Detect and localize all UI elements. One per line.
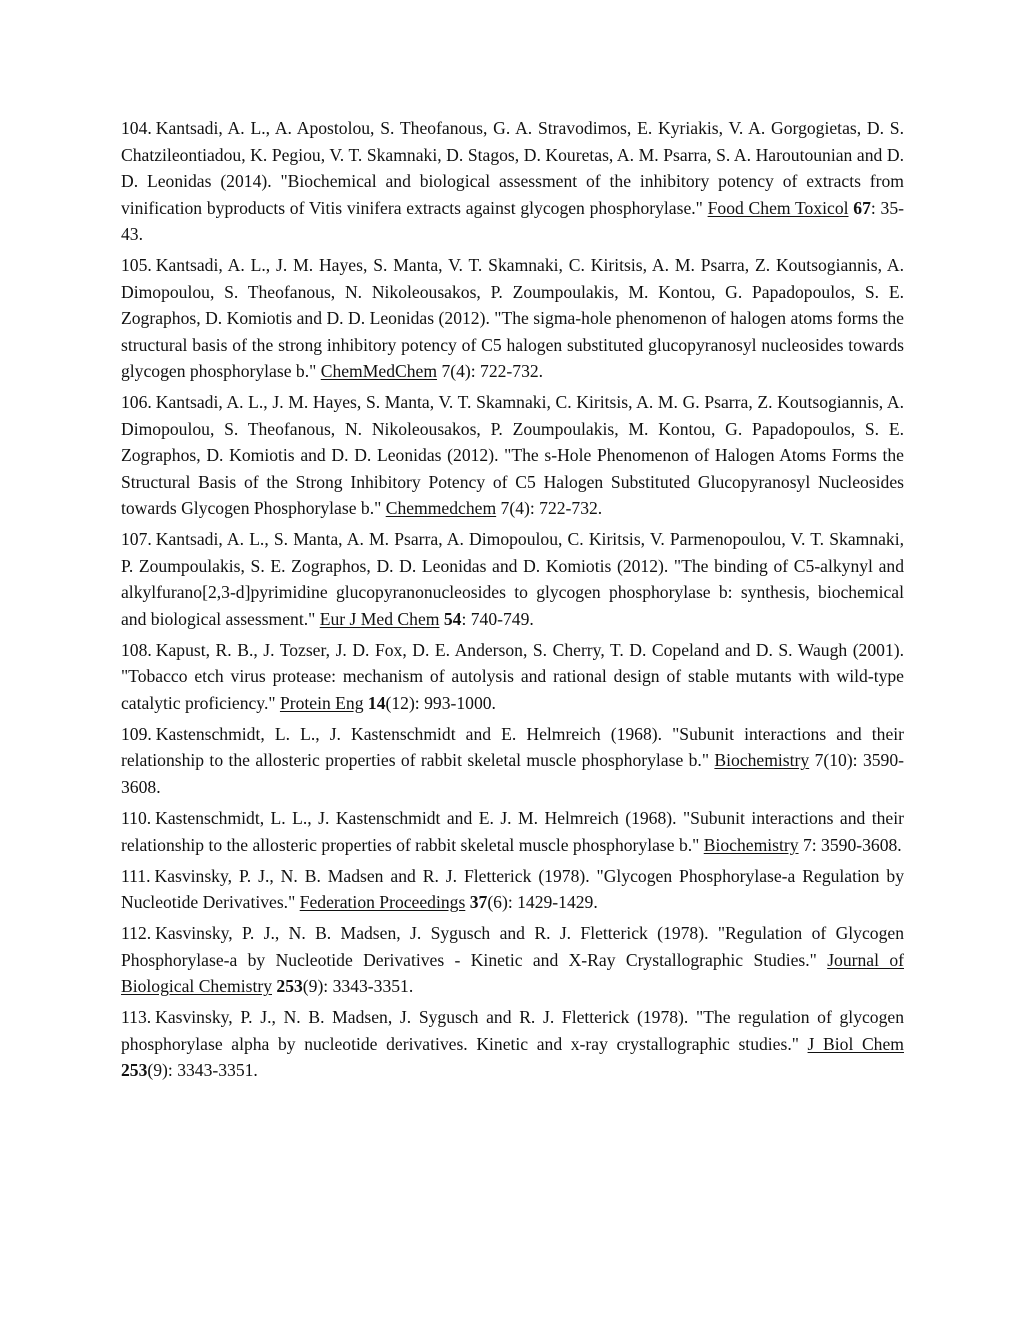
reference-authors-title: Kapust, R. B., J. Tozser, J. D. Fox, D. E. Anderson, S. Cherry, T. D. Copeland and D. S. Waugh (2001). "Tobacco etch virus protease: mechanism of autolysis and rational design of stable mutants with wild-type catalytic proficiency." bbox=[121, 639, 904, 713]
reference-item bbox=[121, 526, 904, 632]
journal-link[interactable]: Food Chem Toxicol bbox=[707, 197, 849, 218]
reference-number: 112. bbox=[121, 923, 152, 944]
volume-number: 14 bbox=[367, 692, 386, 713]
reference-authors-title: Kantsadi, A. L., A. Apostolou, S. Theofanous, G. A. Stravodimos, E. Kyriakis, V. A. Gorgogietas, D. S. Chatzileontiadou, K. Pegiou, V. T. Skamnaki, D. Stagos, D. Kouretas, A. M. Psarra, S. A. Haroutounian and D. D. Leonidas (2014). "Biochemical and biological assessment of the inhibitory potency of extracts from vinification byproducts of Vitis vinifera extracts against glycogen phosphorylase." bbox=[121, 118, 904, 218]
journal-link[interactable]: Biochemistry bbox=[714, 750, 810, 771]
volume-number: 7 bbox=[802, 834, 812, 855]
reference-number: 105. bbox=[121, 255, 152, 276]
reference-item bbox=[121, 920, 904, 1000]
journal-link[interactable]: Eur J Med Chem bbox=[319, 608, 440, 629]
reference-number: 104. bbox=[121, 118, 152, 138]
reference-number: 113. bbox=[121, 1007, 152, 1028]
pages: (9): 3343-3351. bbox=[147, 1060, 258, 1081]
reference-item bbox=[121, 805, 904, 858]
reference-number: 107. bbox=[121, 529, 152, 550]
reference-authors-title: Kantsadi, A. L., J. M. Hayes, S. Manta, V. T. Skamnaki, C. Kiritsis, A. M. Psarra, Z. Koutsogiannis, A. Dimopoulou, S. Theofanous, N. Nikoleousakos, P. Zoumpoulakis, M. Kontou, G. Papadopoulos, S. E. Zographos, D. Komiotis and D. D. Leonidas (2012). "The sigma-hole phenomenon of halogen atoms forms the structural basis of the strong inhibitory potency of C5 halogen substituted glucopyranosyl nucleosides towards glycogen phosphorylase b." bbox=[121, 255, 904, 382]
volume-number: 54 bbox=[443, 608, 462, 629]
journal-link[interactable]: Biochemistry bbox=[703, 834, 799, 855]
reference-list bbox=[121, 115, 904, 1088]
pages: (4): 722-732. bbox=[450, 361, 544, 382]
journal-link[interactable]: Chemmedchem bbox=[385, 498, 497, 519]
pages: : 740-749. bbox=[461, 608, 534, 629]
reference-item bbox=[121, 721, 904, 801]
volume-number: 37 bbox=[469, 892, 488, 913]
journal-link[interactable]: Journal of Biological Chemistry bbox=[121, 949, 904, 997]
reference-authors-title: Kastenschmidt, L. L., J. Kastenschmidt and E. Helmreich (1968). "Subunit interactions and their relationship to the allosteric properties of rabbit skeletal muscle phosphorylase b." bbox=[121, 723, 904, 771]
reference-item bbox=[121, 389, 904, 522]
pages: (6): 1429-1429. bbox=[487, 892, 598, 913]
journal-link[interactable]: Protein Eng bbox=[279, 692, 364, 713]
reference-authors-title: Kasvinsky, P. J., N. B. Madsen, J. Sygusch and R. J. Fletterick (1978). "The regulation of glycogen phosphorylase alpha by nucleotide derivatives. Kinetic and x-ray crystallographic studies." bbox=[121, 1007, 904, 1054]
reference-number: 108. bbox=[121, 639, 152, 660]
reference-item bbox=[121, 1004, 904, 1084]
volume-number: 7 bbox=[441, 361, 451, 382]
reference-authors-title: Kantsadi, A. L., S. Manta, A. M. Psarra, A. Dimopoulou, C. Kiritsis, V. Parmenopoulou, V. T. Skamnaki, P. Zoumpoulakis, S. E. Zographos, D. D. Leonidas and D. Komiotis (2012). "The binding of C5-alkynyl and alkylfurano[2,3-d]pyrimidine glucopyranonucleosides to glycogen phosphorylase b: synthesis, biochemical and biological assessment." bbox=[121, 529, 904, 629]
reference-authors-title: Kantsadi, A. L., J. M. Hayes, S. Manta, V. T. Skamnaki, C. Kiritsis, A. M. G. Psarra, Z. Koutsogiannis, A. Dimopoulou, S. Theofanous, N. Nikoleousakos, P. Zoumpoulakis, M. Kontou, G. Papadopoulos, S. E. Zographos, D. Komiotis and D. D. Leonidas (2012). "The s-Hole Phenomenon of Halogen Atoms Forms the Structural Basis of the Strong Inhibitory Potency of C5 Halogen Substituted Glucopyranosyl Nucleosides towards Glycogen Phosphorylase b." bbox=[121, 392, 904, 519]
reference-item bbox=[121, 252, 904, 385]
pages: (12): 993-1000. bbox=[385, 692, 496, 713]
reference-item bbox=[121, 863, 904, 916]
reference-number: 109. bbox=[121, 723, 152, 744]
reference-authors-title: Kasvinsky, P. J., N. B. Madsen, J. Sygusch and R. J. Fletterick (1978). "Regulation of Glycogen Phosphorylase-a by Nucleotide Derivatives - Kinetic and X-Ray Crystallographic Studies." bbox=[121, 923, 904, 970]
journal-link[interactable]: Federation Proceedings bbox=[299, 892, 466, 913]
reference-number: 111. bbox=[121, 865, 151, 886]
reference-authors-title: Kasvinsky, P. J., N. B. Madsen and R. J. Fletterick (1978). "Glycogen Phosphorylase-a Regulation by Nucleotide Derivatives." bbox=[121, 865, 904, 913]
reference-item bbox=[121, 637, 904, 717]
volume-number: 7 bbox=[814, 750, 824, 771]
pages: : 3590-3608. bbox=[811, 834, 902, 855]
reference-item bbox=[121, 115, 904, 248]
volume-number: 253 bbox=[276, 976, 303, 997]
pages: (9): 3343-3351. bbox=[302, 976, 414, 997]
journal-link[interactable]: ChemMedChem bbox=[320, 361, 438, 382]
journal-link[interactable]: J Biol Chem bbox=[807, 1033, 904, 1054]
volume-number: 253 bbox=[121, 1060, 148, 1081]
pages: (10): 3590-3608. bbox=[121, 750, 904, 797]
volume-number: 67 bbox=[853, 197, 871, 218]
pages: (4): 722-732. bbox=[509, 498, 603, 519]
reference-authors-title: Kastenschmidt, L. L., J. Kastenschmidt and E. J. M. Helmreich (1968). "Subunit interactions and their relationship to the allosteric properties of rabbit skeletal muscle phosphorylase b." bbox=[121, 808, 904, 855]
reference-number: 110. bbox=[121, 808, 152, 829]
pages: : 35-43. bbox=[121, 197, 904, 244]
reference-number: 106. bbox=[121, 392, 152, 413]
volume-number: 7 bbox=[500, 498, 510, 519]
